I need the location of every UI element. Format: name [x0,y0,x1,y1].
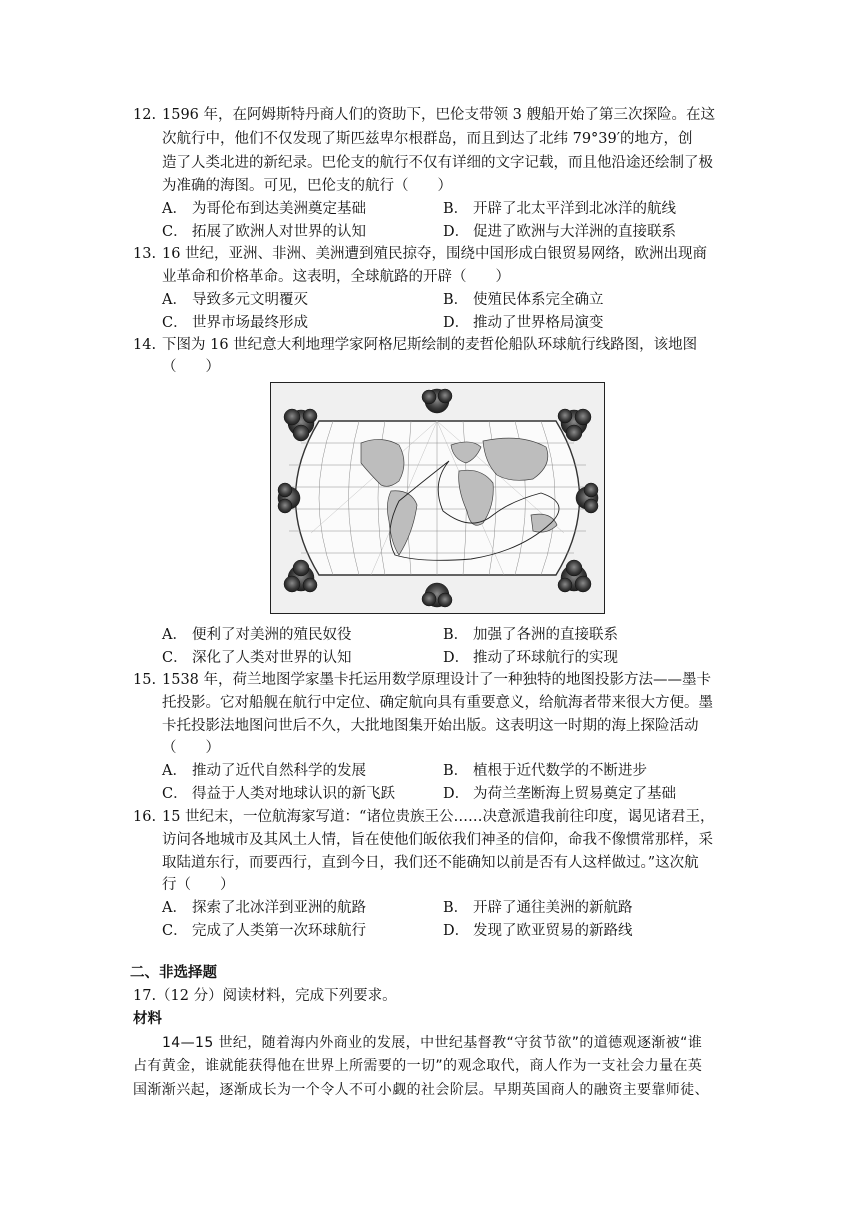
q14-number: 14. [133,337,157,353]
q12-line-3: 造了人类北进的新纪录。巴伦支的航行不仅有详细的文字记载，而且他沿途还绘制了极 [162,155,713,171]
material-line-1: 14—15 世纪，随着海内外商业的发展，中世纪基督教“守贫节欲”的道德观逐渐被“谁 [162,1035,703,1051]
q16-line-2: 访问各地城市及其风土人情，旨在使他们皈依我们神圣的信仰，命我不像惯常那样，采 [162,832,713,848]
q14-option-c[interactable]: C． 深化了人类对世界的认知 [162,650,352,666]
material-label: 材料 [133,1010,162,1027]
q13-option-c[interactable]: C． 世界市场最终形成 [162,315,308,331]
world-map-illustration [271,383,604,613]
q13-line-2: 业革命和价格革命。这表明，全球航路的开辟（ ） [162,269,510,285]
q13-option-a[interactable]: A． 导致多元文明覆灭 [162,292,308,308]
q13-option-d[interactable]: D． 推动了世界格局演变 [443,315,604,331]
q12-option-a[interactable]: A． 为哥伦布到达美洲奠定基础 [162,201,366,217]
q16-number: 16. [133,809,157,825]
q13-number: 13. [133,246,157,262]
q12-line-1: 1596 年，在阿姆斯特丹商人们的资助下，巴伦支带领 3 艘船开始了第三次探险。在这 [162,107,715,123]
q15-option-b[interactable]: B． 植根于近代数学的不断进步 [443,763,647,779]
q13-option-b[interactable]: B． 使殖民体系完全确立 [443,292,604,308]
q14-option-a[interactable]: A． 便利了对美洲的殖民奴役 [162,627,352,643]
q12-option-d[interactable]: D． 促进了欧洲与大洋洲的直接联系 [443,224,676,240]
q15-option-c[interactable]: C． 得益于人类对地球认识的新飞跃 [162,786,395,802]
q15-line-1: 1538 年，荷兰地图学家墨卡托运用数学原理设计了一种独特的地图投影方法——墨卡 [162,672,712,688]
q16-option-c[interactable]: C． 完成了人类第一次环球航行 [162,923,366,939]
magellan-route-map [270,382,605,614]
q15-line-2: 托投影。它对船舰在航行中定位、确定航向具有重要意义，给航海者带来很大方便。墨 [162,695,713,711]
q12-option-c[interactable]: C． 拓展了欧洲人对世界的认知 [162,224,366,240]
section-title: 二、非选择题 [130,964,217,981]
q15-number: 15. [133,672,157,688]
material-line-3: 国渐渐兴起，逐渐成长为一个令人不可小觑的社会阶层。早期英国商人的融资主要靠师徒、 [133,1082,709,1098]
q12-line-2: 次航行中，他们不仅发现了斯匹兹卑尔根群岛，而且到达了北纬 79°39′的地方，创 [162,131,693,147]
q14-option-d[interactable]: D． 推动了环球航行的实现 [443,650,618,666]
q16-option-d[interactable]: D． 发现了欧亚贸易的新路线 [443,923,633,939]
q16-option-a[interactable]: A． 探索了北冰洋到亚洲的航路 [162,900,366,916]
q12-line-4: 为准确的海图。可见，巴伦支的航行（ ） [162,178,452,194]
q14-line-1: 下图为 16 世纪意大利地理学家阿格尼斯绘制的麦哲伦船队环球航行线路图，该地图 [162,337,698,353]
q15-option-d[interactable]: D． 为荷兰垄断海上贸易奠定了基础 [443,786,676,802]
q14-line-2: （ ） [162,359,220,375]
q13-line-1: 16 世纪，亚洲、非洲、美洲遭到殖民掠夺，围绕中国形成白银贸易网络，欧洲出现商 [162,246,708,262]
q16-line-4: 行（ ） [162,877,235,893]
q16-line-3: 取陆道东行，而要西行，直到今日，我们还不能确知以前是否有人这样做过。”这次航 [162,855,699,871]
material-line-2: 占有黄金，谁就能获得他在世界上所需要的一切”的观念取代，商人作为一支社会力量在英 [133,1058,703,1074]
q15-option-a[interactable]: A． 推动了近代自然科学的发展 [162,763,366,779]
q16-line-1: 15 世纪末，一位航海家写道：“诸位贵族王公……决意派遣我前往印度，谒见诸君王， [162,809,715,825]
q15-line-3: 卡托投影法地图问世后不久，大批地图集开始出版。这表明这一时期的海上探险活动 [162,718,699,734]
q17-intro: 17.（12 分）阅读材料，完成下列要求。 [133,988,397,1004]
q14-option-b[interactable]: B． 加强了各洲的直接联系 [443,627,618,643]
q16-option-b[interactable]: B． 开辟了通往美洲的新航路 [443,900,633,916]
q12-number: 12. [133,107,157,123]
q15-line-4: （ ） [162,740,220,756]
q12-option-b[interactable]: B． 开辟了北太平洋到北冰洋的航线 [443,201,676,217]
